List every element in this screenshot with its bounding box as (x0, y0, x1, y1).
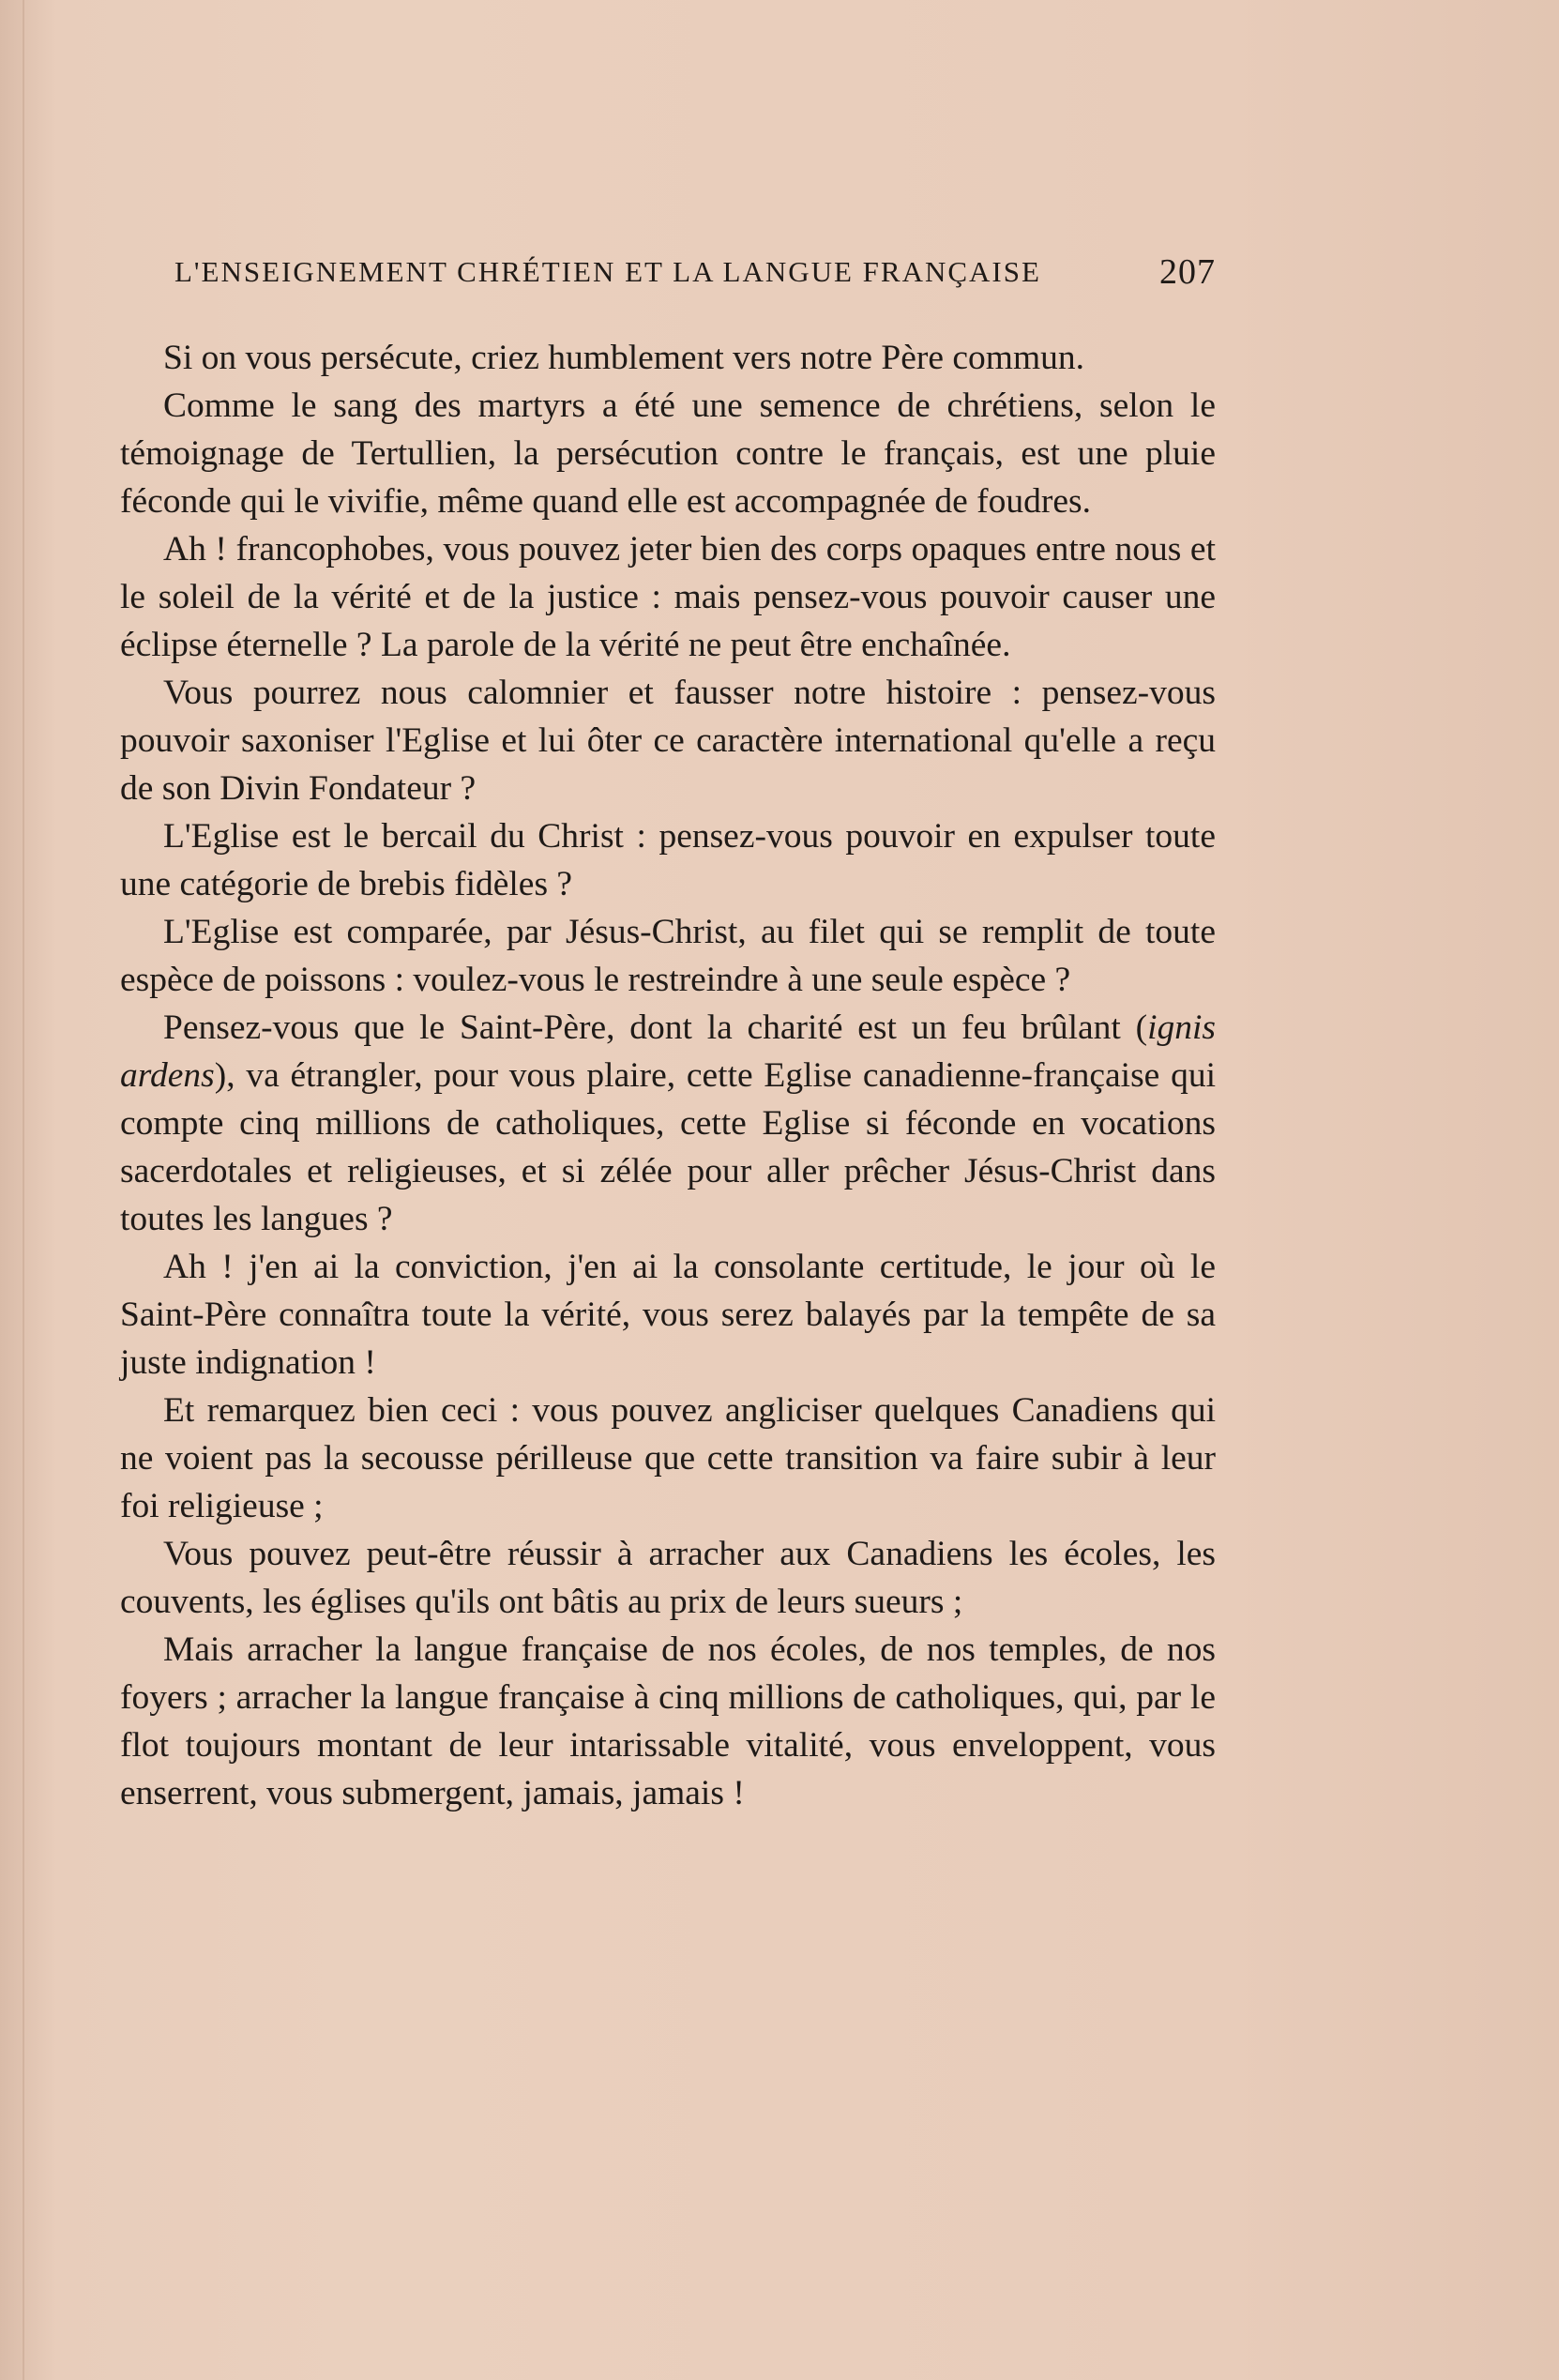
paragraph: L'Eglise est comparée, par Jésus-Christ, au filet qui se remplit de toute espèce de poissons : voulez-vous le restreindre à une seule espèce ? (120, 913, 1216, 999)
paragraph-text: ), va étrangler, pour vous plaire, cette Eglise canadienne-française qui compte cinq millions de catholiques, cette Eglise si féconde en vocations sacerdotales et religieuses, et si zélée pour aller prêcher Jésus-Christ dans toutes les langues ? (120, 1056, 1216, 1238)
paragraph: Ah ! j'en ai la conviction, j'en ai la consolante certitude, le jour où le Saint-Père connaîtra toute la vérité, vous serez balayés par la tempête de sa juste indignation ! (120, 1248, 1216, 1382)
paragraph: Et remarquez bien ceci : vous pouvez angliciser quelques Canadiens qui ne voient pas la secousse périlleuse que cette transition va faire subir à leur foi religieuse ; (120, 1391, 1216, 1525)
paragraph: Mais arracher la langue française de nos écoles, de nos temples, de nos foyers ; arracher la langue française à cinq millions de catholiques, qui, par le flot toujours montant de leur intarissable vitalité, vous enveloppent, vous enserrent, vous submergent, jamais, jamais ! (120, 1630, 1216, 1812)
binding-gutter (23, 0, 24, 2380)
paragraph: Ah ! francophobes, vous pouvez jeter bien des corps opaques entre nous et le soleil de la vérité et de la justice : mais pensez-vous pouvoir causer une éclipse éternelle ? La parole de la vérité ne peut être enchaînée. (120, 530, 1216, 664)
body-text (120, 334, 1216, 1817)
paragraph: Si on vous persécute, criez humblement vers notre Père commun. (163, 339, 1085, 377)
page-number: 207 (1159, 252, 1216, 292)
running-head (174, 251, 1216, 298)
paragraph: Vous pouvez peut-être réussir à arracher aux Canadiens les écoles, les couvents, les églises qu'ils ont bâtis au prix de leurs sueurs ; (120, 1535, 1216, 1621)
paragraph: L'Eglise est le bercail du Christ : pensez-vous pouvoir en expulser toute une catégorie de brebis fidèles ? (120, 817, 1216, 903)
latin-phrase: ignis ardens (120, 1008, 1216, 1095)
paragraph (120, 1004, 1216, 1243)
paragraph-text: Pensez-vous que le Saint-Père, dont la charité est un feu brûlant ( (163, 1008, 1148, 1047)
paragraph: Comme le sang des martyrs a été une semence de chrétiens, selon le témoignage de Tertullien, la persécution contre le français, est une pluie féconde qui le vivifie, même quand elle est accompagnée de foudres. (120, 387, 1216, 521)
paragraph: Vous pourrez nous calomnier et fausser notre histoire : pensez-vous pouvoir saxoniser l'Eglise et lui ôter ce caractère international qu'elle a reçu de son Divin Fondateur ? (120, 674, 1216, 808)
running-title: L'ENSEIGNEMENT CHRÉTIEN ET LA LANGUE FRANÇAISE (174, 255, 1041, 288)
